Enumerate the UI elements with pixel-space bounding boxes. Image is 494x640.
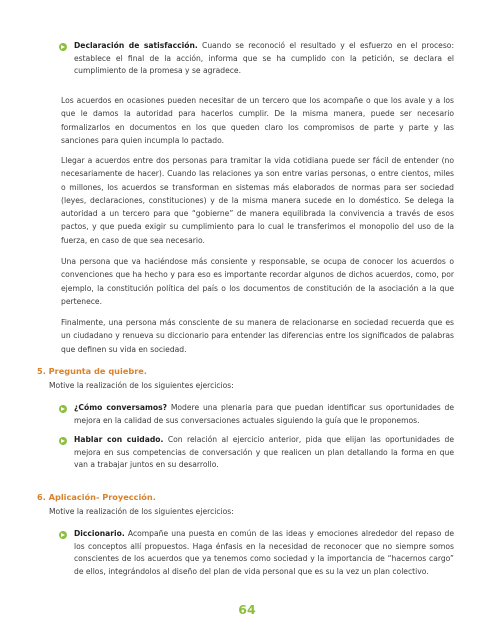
paragraph-acuerdos-tercero: Los acuerdos en ocasiones pueden necesitar de un tercero que los acompañe o que los avale y a los que le damos la autoridad para hacerlos cumplir. De la misma manera, puede ser necesario formalizarlos en documentos en los que queden claro los compromisos de parte y parte y las sanciones para quien incumpla lo pactado. [61,96,454,145]
paragraph-finalmente: Finalmente, una persona más consciente de su manera de relacionarse en sociedad recuerda que es un ciudadano y renueva su diccionario para entender las diferencias entre los significados de palabras que definen su vida en sociedad. [61,318,454,354]
section-6-intro: Motive la realización de los siguientes ejercicios: [49,507,234,516]
bullet-arrow-icon [59,531,67,539]
page-number: 64 [238,602,256,617]
bullet-arrow-icon [59,43,67,51]
bullet-como-conversamos [74,402,454,427]
section-5-heading: 5. Pregunta de quiebre. [37,366,147,376]
section-5-intro: Motive la realización de los siguientes ejercicios: [49,381,234,390]
section-6-heading: 6. Aplicación- Proyección. [37,492,156,502]
bullet-declaracion-satisfaccion [74,40,454,78]
bullet-arrow-icon [59,437,67,445]
bullet-title: Diccionario. [74,529,125,538]
bullet-arrow-icon [59,405,67,413]
bullet-text: Modere una plenaria para que puedan identificar sus oportunidades de mejora en la calidad de sus conversaciones actuales siguiendo la guía que le proponemos. [74,403,455,425]
bullet-text: Cuando se reconoció el resultado y el esfuerzo en el proceso: establece el final de la acción, informa que se ha cumplido con la petición, se declara el cumplimiento de la promesa y se agradece. [74,41,454,76]
bullet-hablar-con-cuidado [74,434,454,472]
bullet-title: ¿Cómo conversamos? [74,403,168,412]
bullet-diccionario [74,528,454,578]
bullet-title: Declaración de satisfacción. [74,41,198,50]
bullet-title: Hablar con cuidado. [74,435,164,444]
paragraph-acuerdos-personas: Llegar a acuerdos entre dos personas para tramitar la vida cotidiana puede ser fácil de entender (no necesariamente de hacer). Cuando las relaciones ya son entre varias personas, o entre cientos, miles o millones, los acuerdos se transforman en sistemas más elaborados de normas para ser sociedad (leyes, declaraciones, constituciones) y de la misma manera sucede en lo doméstico. Se delega la autoridad a un tercero para que “gobierne” de manera equilibrada la convivencia a través de esos pactos, y que pueda exigir su cumplimiento para lo cual le transferimos el monopolio del uso de la fuerza, en caso de que sea necesario. [61,156,454,245]
bullet-text: Con relación al ejercicio anterior, pida que elijan las oportunidades de mejora en sus competencias de conversación y que realicen un plan detallando la forma en que van a trabajar juntos en su desarrollo. [74,435,454,470]
bullet-text: Acompañe una puesta en común de las ideas y emociones alrededor del repaso de los conceptos allí propuestos. Haga énfasis en la necesidad de reconocer que no siempre somos conscientes de los acuerdos que ya tenemos como sociedad y la importancia de “hacernos cargo” de ellos, integrándolos al diseño del plan de vida personal que es su la vez un plan colectivo. [74,529,454,576]
paragraph-persona-consciente: Una persona que va haciéndose más consiente y responsable, se ocupa de conocer los acuerdos o convenciones que ha hecho y para eso es importante recordar algunos de dichos acuerdos, como, por ejemplo, la constitución política del país o los documentos de constitución de la asociación a la que pertenece. [61,257,454,306]
